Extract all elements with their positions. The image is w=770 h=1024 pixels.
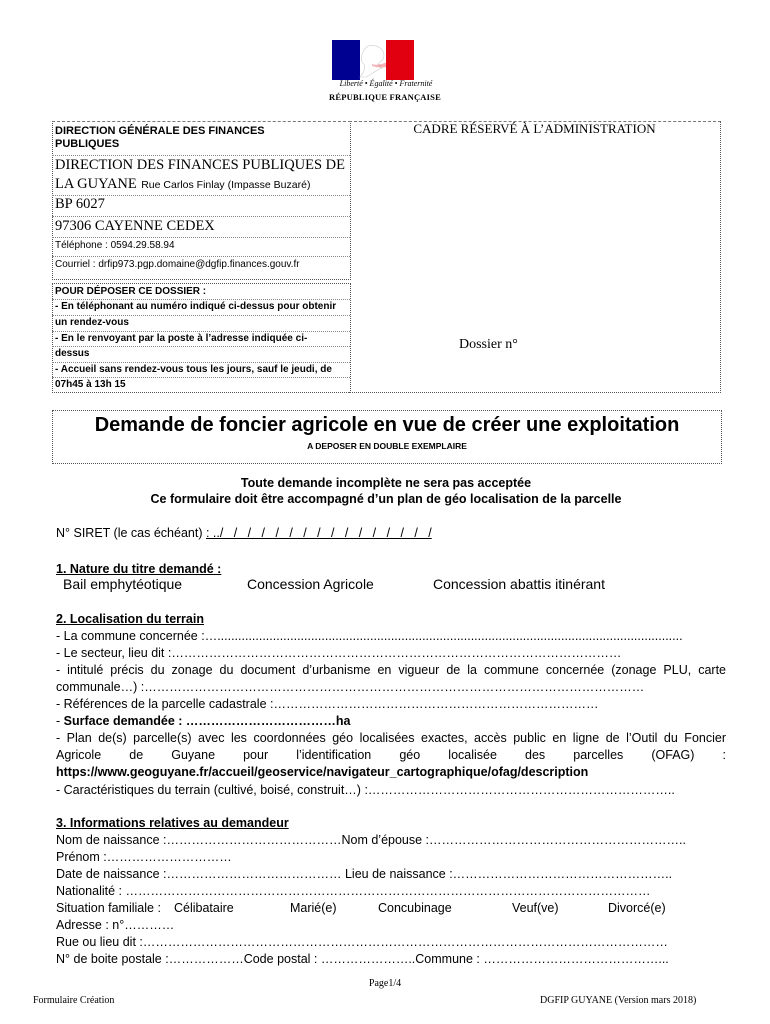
divider xyxy=(52,256,350,257)
option-concubinage[interactable]: Concubinage xyxy=(378,901,452,915)
deposit-title: POUR DÉPOSER CE DOSSIER : xyxy=(55,286,207,297)
section3-title: 3. Informations relatives au demandeur xyxy=(56,816,289,830)
rue-field[interactable]: Rue ou lieu dit :……………………………………………………………………………………………………………… xyxy=(56,935,668,949)
admin-reserved-box xyxy=(349,121,721,393)
option-bail[interactable]: Bail emphytéotique xyxy=(63,576,183,592)
page-number: Page1/4 xyxy=(368,978,402,989)
marianne-logo xyxy=(332,40,414,80)
deposit-line: - En téléphonant au numéro indiqué ci-dessus pour obtenir xyxy=(55,301,337,312)
phone-label: Téléphone : 0594.29.58.94 xyxy=(55,240,175,251)
surface-prefix: - xyxy=(56,714,64,728)
siret-input[interactable]: : ../ / / / / / / / / / / / / / / / xyxy=(205,526,432,540)
postal-field[interactable]: N° de boite postale :………………Code postal : …………………..Commune : ……………………………………... xyxy=(56,952,669,966)
dfp-street: Rue Carlos Finlay (Impasse Buzaré) xyxy=(141,179,311,191)
marianne-profile-icon xyxy=(354,44,394,78)
situation-label: Situation familiale : xyxy=(56,901,161,915)
zonage-label: - intitulé précis du zonage du document d’urbanisme en vigueur de la commune concernée (zonage PLU, carte xyxy=(56,663,726,677)
footer-left: Formulaire Création xyxy=(33,995,115,1006)
email-label: Courriel : drfip973.pgp.domaine@dgfip.finances.gouv.fr xyxy=(55,259,300,270)
option-marie[interactable]: Marié(e) xyxy=(290,901,337,915)
footer-right: DGFIP GUYANE (Version mars 2018) xyxy=(540,995,697,1006)
nom-field[interactable]: Nom de naissance :……………………………………Nom d’épouse :…………………………………………………….. xyxy=(56,833,686,847)
divider xyxy=(52,346,350,347)
secteur-field[interactable]: - Le secteur, lieu dit :……………………………………………………………………………………………… xyxy=(56,646,622,660)
caracteristiques-field[interactable]: - Caractéristiques du terrain (cultivé, boisé, construit…) :……………………………………………………………….. xyxy=(56,783,675,797)
deposit-line: dessus xyxy=(55,348,90,359)
deposit-line: un rendez-vous xyxy=(55,317,129,328)
option-concession-abattis[interactable]: Concession abattis itinérant xyxy=(433,576,605,592)
prenom-field[interactable]: Prénom :………………………… xyxy=(56,850,232,864)
admin-title: CADRE RÉSERVÉ À L’ADMINISTRATION xyxy=(413,121,656,136)
dfp-region: LA GUYANE xyxy=(55,176,137,192)
divider xyxy=(52,315,350,316)
republic-name: RÉPUBLIQUE FRANÇAISE xyxy=(329,92,441,102)
option-celibataire[interactable]: Célibataire xyxy=(174,901,234,915)
notice-plan: Ce formulaire doit être accompagné d’un plan de géo localisation de la parcelle xyxy=(150,492,622,506)
adresse-field[interactable]: Adresse : n°………… xyxy=(56,918,175,932)
dfp-line1: DIRECTION DES FINANCES PUBLIQUES DE xyxy=(55,157,346,173)
dfp-line2 xyxy=(55,175,310,193)
commune-field[interactable]: - La commune concernée :…...................................................................................................................................... xyxy=(56,629,683,643)
city-label: 97306 CAYENNE CEDEX xyxy=(55,218,215,234)
siret-label: N° SIRET (le cas échéant) xyxy=(56,526,203,540)
divider xyxy=(52,331,350,332)
divider xyxy=(52,362,350,363)
siret-field[interactable] xyxy=(56,526,432,540)
page-subtitle: A DEPOSER EN DOUBLE EXEMPLAIRE xyxy=(307,441,467,451)
option-divorce[interactable]: Divorcé(e) xyxy=(608,901,666,915)
nationalite-field[interactable]: Nationalité : ……………………………………………………………………………………………………………… xyxy=(56,884,651,898)
option-concession-agricole[interactable]: Concession Agricole xyxy=(247,576,374,592)
ofag-link[interactable]: https://www.geoguyane.fr/accueil/geoservice/navigateur_cartographique/ofag/description xyxy=(56,765,589,779)
divider xyxy=(52,155,350,156)
deposit-line: - Accueil sans rendez-vous tous les jours, sauf le jeudi, de xyxy=(55,364,332,375)
dossier-number-label: Dossier n° xyxy=(459,337,518,352)
divider xyxy=(52,377,350,378)
surface-label: Surface demandée : ………………………………ha xyxy=(63,714,351,728)
surface-field[interactable] xyxy=(56,714,351,728)
bp-label: BP 6027 xyxy=(55,196,105,212)
divider xyxy=(52,237,350,238)
section2-title: 2. Localisation du terrain xyxy=(56,612,204,626)
cadastre-field[interactable]: - Références de la parcelle cadastrale :…………………………………………………………………… xyxy=(56,697,599,711)
divider xyxy=(52,299,350,300)
option-veuf[interactable]: Veuf(ve) xyxy=(512,901,559,915)
dgfip-label: DIRECTION GÉNÉRALE DES FINANCES PUBLIQUES xyxy=(55,125,265,150)
republic-motto: Liberté • Égalité • Fraternité xyxy=(339,79,433,88)
deposit-line: - En le renvoyant par la poste à l’adresse indiquée ci- xyxy=(55,333,308,344)
divider xyxy=(52,216,350,217)
plan-text: - Plan de(s) parcelle(s) avec les coordonnées géo localisées exactes, accès public en ligne de l’Outil du Foncier xyxy=(56,731,726,745)
page-title: Demande de foncier agricole en vue de créer une exploitation xyxy=(94,414,680,436)
plan-text: Agricole de Guyane pour l’identification géo localisée des parcelles (OFAG) : xyxy=(56,748,726,762)
zonage-field[interactable]: communale…) :………………………………………………………………………………………………………… xyxy=(56,680,645,694)
notice-incomplete: Toute demande incomplète ne sera pas acceptée xyxy=(240,476,532,490)
deposit-line: 07h45 à 13h 15 xyxy=(55,379,126,390)
date-naissance-field[interactable]: Date de naissance :…………………………………… Lieu de naissance :…………………………………………….. xyxy=(56,867,673,881)
section1-title: 1. Nature du titre demandé : xyxy=(56,562,222,576)
